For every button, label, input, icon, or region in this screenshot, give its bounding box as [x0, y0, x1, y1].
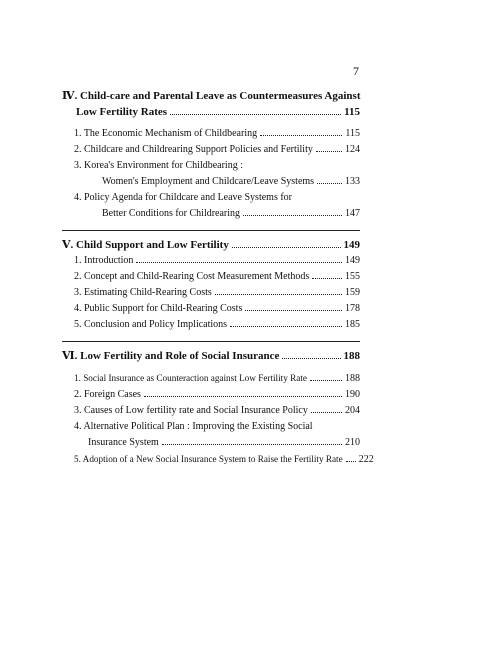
chapter-page: 149 [343, 239, 360, 251]
leader-dots [136, 253, 342, 263]
toc-section-5 [62, 237, 360, 333]
entry-page: 159 [345, 287, 360, 298]
entry-title: 2. Childcare and Childrearing Support Policies and Fertility [74, 144, 313, 155]
toc-entry-continued [62, 174, 360, 190]
toc-entry [62, 370, 360, 387]
chapter-heading [62, 237, 360, 253]
leader-dots [311, 403, 342, 413]
leader-dots [316, 142, 342, 152]
toc-entry [62, 126, 360, 142]
entry-page: 204 [345, 405, 360, 416]
chapter-page: 188 [343, 350, 360, 362]
leader-dots [312, 269, 342, 279]
table-of-contents [62, 88, 374, 468]
leader-dots [215, 285, 342, 295]
toc-entry [62, 387, 360, 403]
chapter-heading-continued [62, 104, 360, 120]
entry-page: 185 [345, 319, 360, 330]
toc-entry [62, 403, 360, 419]
entry-title-continued: Better Conditions for Childrearing [102, 208, 241, 219]
leader-dots [170, 105, 341, 115]
entry-title: 3. Korea's Environment for Childbearing : [74, 160, 243, 171]
toc-entry [62, 451, 374, 468]
chapter-page: 115 [344, 106, 360, 118]
toc-entry [62, 142, 360, 158]
toc-entry [62, 285, 360, 301]
entry-title: 4. Alternative Political Plan : Improving the Existing Social [74, 421, 313, 432]
leader-dots [260, 126, 342, 136]
leader-dots [282, 349, 340, 359]
leader-dots [162, 435, 342, 445]
leader-dots [346, 452, 356, 462]
entry-title: 4. Public Support for Child-Rearing Costs [74, 303, 243, 314]
toc-entry-continued [62, 206, 360, 222]
entry-title-continued: Women's Employment and Childcare/Leave Systems [102, 176, 315, 187]
entry-title: 2. Concept and Child-Rearing Cost Measurement Methods [74, 271, 310, 282]
entry-title: 5. Adoption of a New Social Insurance System to Raise the Fertility Rate [74, 454, 343, 464]
entry-page: 155 [345, 271, 360, 282]
entry-title: 1. The Economic Mechanism of Childbearing [74, 128, 258, 139]
toc-entry [62, 158, 360, 174]
chapter-title-continued: Low Fertility Rates [76, 106, 168, 118]
toc-entry [62, 301, 360, 317]
entry-title: 1. Introduction [74, 255, 134, 266]
chapter-title: Ⅴ. Child Support and Low Fertility [62, 239, 229, 251]
leader-dots [144, 387, 342, 397]
toc-entry [62, 269, 360, 285]
chapter-heading [62, 88, 360, 104]
entry-page: 115 [345, 128, 360, 139]
toc-entry [62, 190, 360, 206]
entry-page: 133 [345, 176, 360, 187]
leader-dots [310, 371, 342, 381]
entry-page: 124 [345, 144, 360, 155]
toc-section-6 [62, 348, 374, 468]
entry-page: 147 [345, 208, 360, 219]
entry-title: 3. Causes of Low fertility rate and Social Insurance Policy [74, 405, 308, 416]
entry-title: 4. Policy Agenda for Childcare and Leave Systems for [74, 192, 292, 203]
chapter-heading [62, 348, 360, 364]
leader-dots [243, 206, 342, 216]
entry-page: 149 [345, 255, 360, 266]
entry-page: 188 [345, 373, 360, 384]
toc-section-4 [62, 88, 360, 222]
leader-dots [232, 238, 341, 248]
entry-title: 3. Estimating Child-Rearing Costs [74, 287, 212, 298]
toc-entry-continued [62, 435, 360, 451]
toc-entry [62, 419, 360, 435]
leader-dots [245, 301, 342, 311]
toc-entry [62, 317, 360, 333]
leader-dots [317, 174, 342, 184]
entry-page: 178 [345, 303, 360, 314]
leader-dots [230, 317, 342, 327]
toc-entry [62, 253, 360, 269]
page-number: 7 [353, 64, 359, 78]
chapter-title: Ⅵ. Low Fertility and Role of Social Insurance [62, 350, 280, 362]
entry-page: 222 [358, 454, 374, 465]
entry-page: 190 [345, 389, 360, 400]
entry-title: 2. Foreign Cases [74, 389, 141, 400]
entry-title: 5. Conclusion and Policy Implications [74, 319, 228, 330]
chapter-title: Ⅳ. Child-care and Parental Leave as Countermeasures Against [62, 90, 361, 102]
entry-page: 210 [345, 437, 360, 448]
entry-title: 1. Social Insurance as Counteraction against Low Fertility Rate [74, 373, 307, 383]
entry-title-continued: Insurance System [88, 437, 159, 448]
